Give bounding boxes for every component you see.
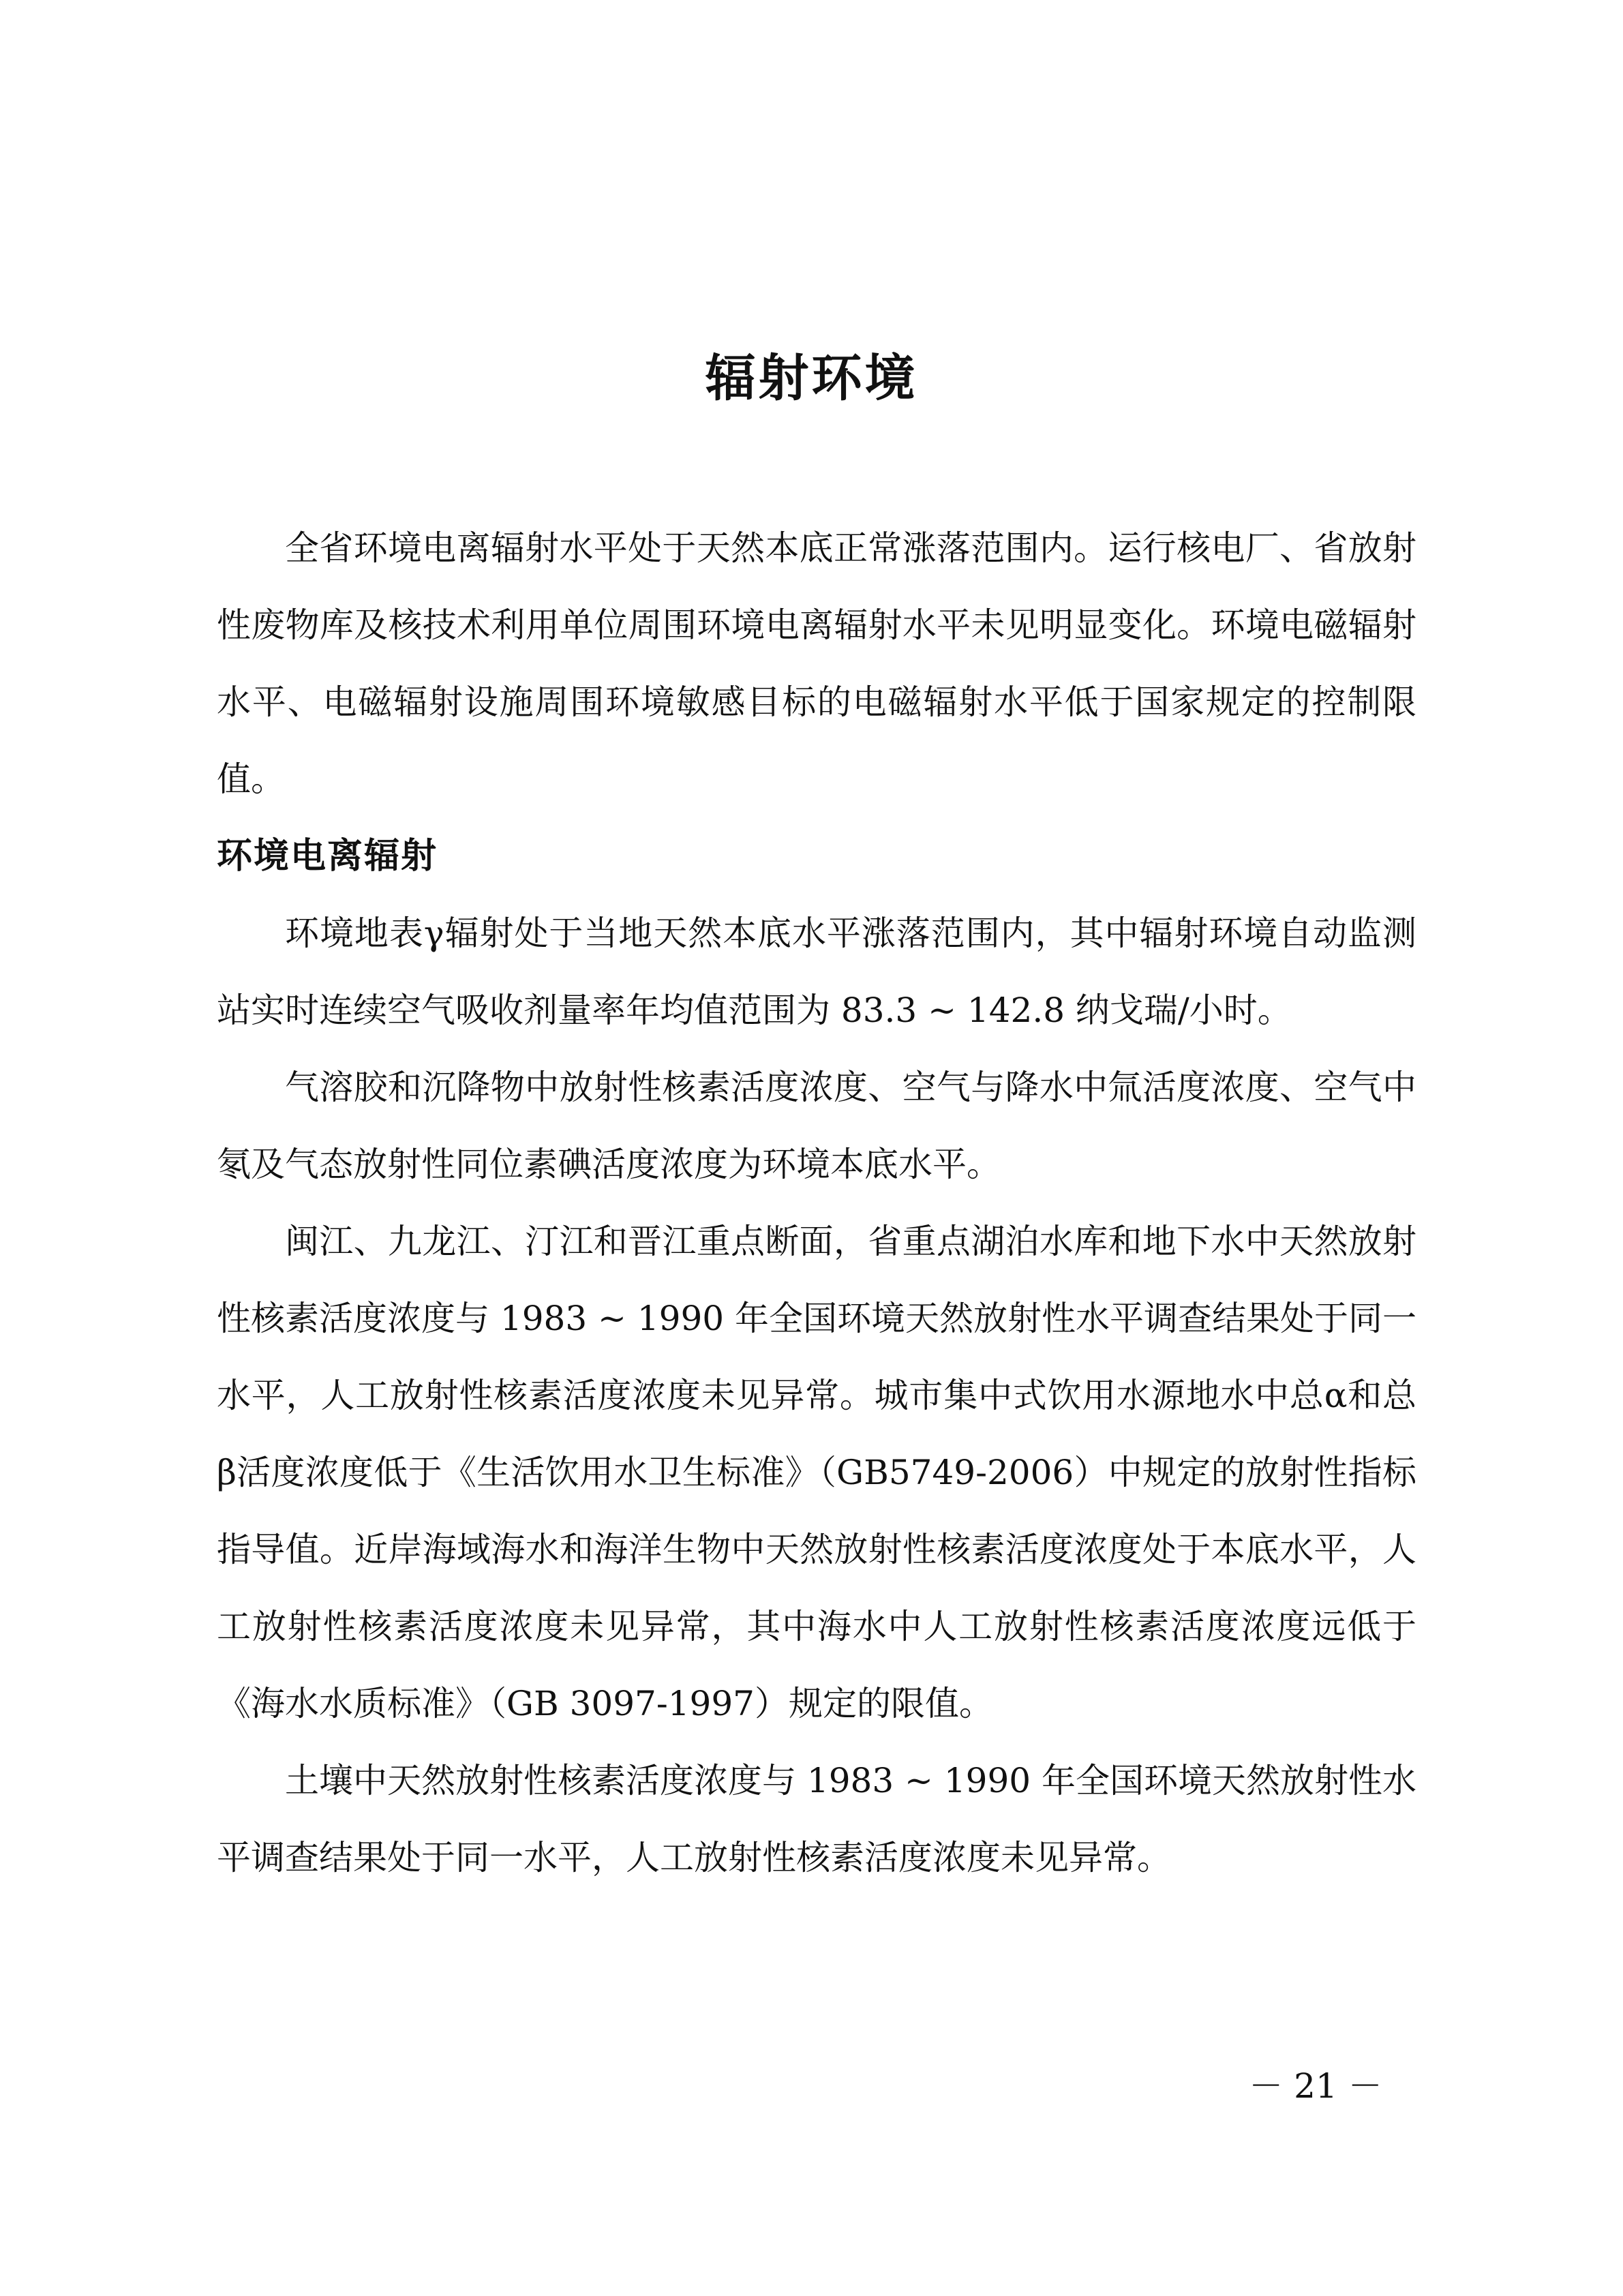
page-number: － 21 － [1249, 2066, 1382, 2106]
intro-paragraph: 全省环境电离辐射水平处于天然本底正常涨落范围内。运行核电厂、省放射性废物库及核技术利用单位周围环境电离辐射水平未见明显变化。环境电磁辐射水平、电磁辐射设施周围环境敏感目标的电磁辐射水平低于国家规定的控制限值。 [217, 528, 1416, 799]
body-paragraph: 气溶胶和沉降物中放射性核素活度浓度、空气与降水中氚活度浓度、空气中氡及气态放射性同位素碘活度浓度为环境本底水平。 [217, 1068, 1416, 1184]
body-paragraph: 环境地表γ辐射处于当地天然本底水平涨落范围内，其中辐射环境自动监测站实时连续空气吸收剂量率年均值范围为 83.3 ~ 142.8 纳戈瑞/小时。 [217, 913, 1416, 1030]
section-heading: 环境电离辐射 [217, 836, 438, 877]
body-paragraph: 闽江、九龙江、汀江和晋江重点断面，省重点湖泊水库和地下水中天然放射性核素活度浓度与 1983 ~ 1990 年全国环境天然放射性水平调查结果处于同一水平，人工放射性核素活度浓度未见异常。城市集中式饮用水源地水中总α和总β活度浓度低于《生活饮用水卫生标准》（GB5749-2006）中规定的放射性指标指导值。近岸海域海水和海洋生物中天然放射性核素活度浓度处于本底水平，人工放射性核素活度浓度未见异常，其中海水中人工放射性核素活度浓度远低于《海水水质标准》（GB 3097-1997）规定的限值。 [217, 1222, 1416, 1723]
page-title: 辐射环境 [705, 348, 918, 408]
body-paragraph: 土壤中天然放射性核素活度浓度与 1983 ~ 1990 年全国环境天然放射性水平调查结果处于同一水平，人工放射性核素活度浓度未见异常。 [217, 1761, 1416, 1877]
document-body [217, 510, 1416, 1897]
